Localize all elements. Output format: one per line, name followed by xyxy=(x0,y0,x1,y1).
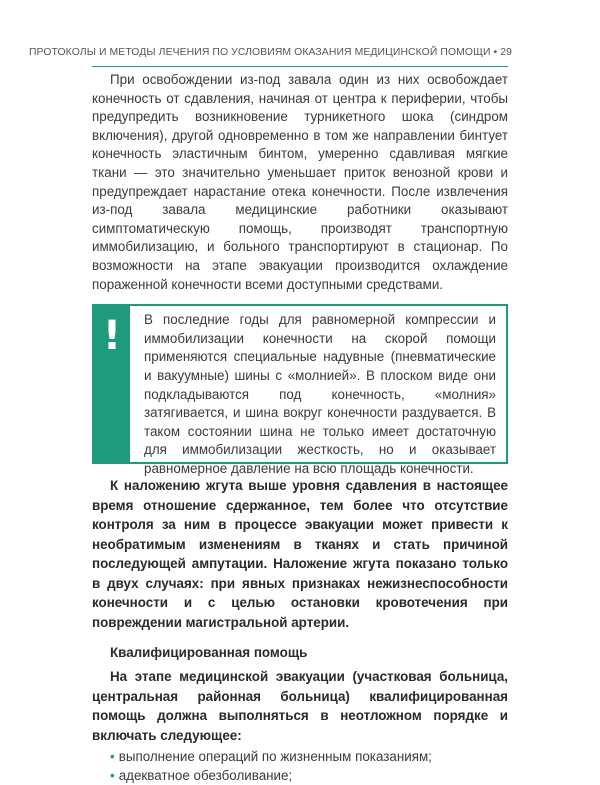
exclamation-icon: ! xyxy=(102,313,122,360)
page-content xyxy=(92,71,508,785)
body-paragraph: При освобождении из-под завала один из них освобождает конечность от сдавления, начиная от центра к периферии, чтобы предупредить возникновение турникетного шока (синдром включения), другой одновременно в том же направлении бинтует конечность эластичным бинтом, умеренно сдавливая мягкие ткани — это значительно уменьшает приток венозной крови и предупреждает нарастание отека конечности. После извлечения из-под завала медицинские работники оказывают симптоматическую помощь, производят транспортную иммобилизацию, и больного транспортируют в стационар. По возможности на этапе эвакуации производится охлаждение пораженной конечности всеми доступными средствами. xyxy=(92,72,508,292)
bold-paragraph: К наложению жгута выше уровня сдавления в настоящее время отношение сдержанное, тем более что отсутствие контроля за ним в процессе эвакуации может привести к необратимым изменениям в тканях и стать причиной последующей ампутации. Наложение жгута показано только в двух случаях: при явных признаках нежизнеспособности конечности и с целью остановки кровотечения при повреждении магистральной артерии. xyxy=(92,478,508,630)
section-subheading: Квалифицированная помощь xyxy=(110,645,308,661)
alert-bar xyxy=(94,306,130,462)
list-item-text: выполнение операций по жизненным показаниям; xyxy=(118,749,432,765)
list-item-text: адекватное обезболивание; xyxy=(118,767,293,783)
running-header: ПРОТОКОЛЫ И МЕТОДЫ ЛЕЧЕНИЯ ПО УСЛОВИЯМ ОКАЗАНИЯ МЕДИЦИНСКОЙ ПОМОЩИ • 29 xyxy=(28,47,512,58)
header-rule xyxy=(92,66,508,67)
list-item xyxy=(110,767,508,785)
bullet-icon: • xyxy=(110,767,115,783)
bullet-icon: • xyxy=(110,749,115,765)
bullet-list xyxy=(92,748,508,785)
alert-text: В последние годы для равномерной компрессии и иммобилизации конечности на скорой помощи применяются специальные надувные (пневматические и вакуумные) шины с «молнией». В плоском виде они подкладываются под конечность, «молния» затягивается, и шина вокруг конечности раздувается. В таком состоянии шина не только имеет достаточную для иммобилизации жесткость, но и оказывает равномерное давление на всю площадь конечности. xyxy=(144,312,496,476)
bold-paragraph-2: На этапе медицинской эвакуации (участковая больница, центральная районная больница) квалифицированная помощь должна выполняться в неотложном порядке и включать следующее: xyxy=(92,669,508,743)
list-item xyxy=(110,748,508,767)
alert-callout xyxy=(92,304,508,476)
